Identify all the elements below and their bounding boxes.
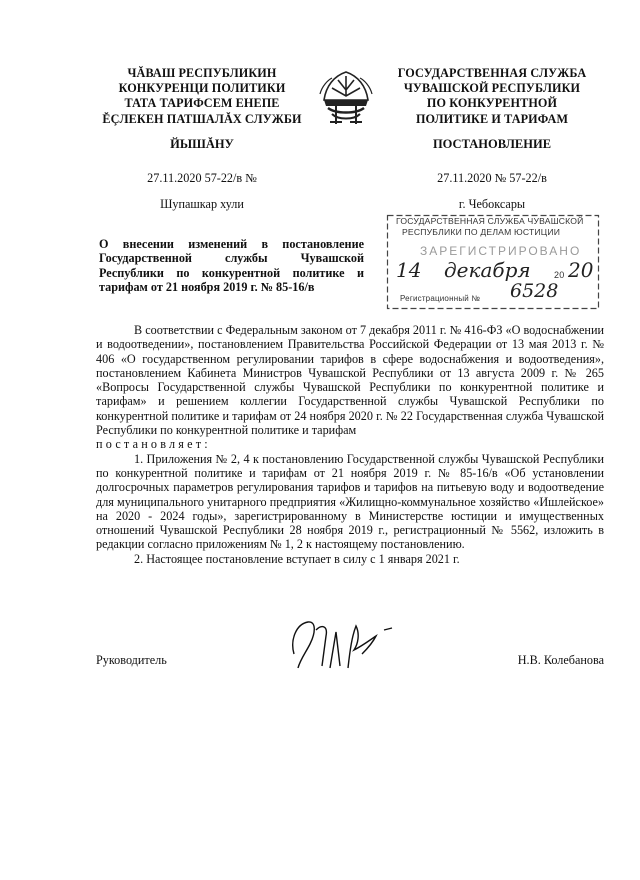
signatory-name: Н.В. Колебанова — [517, 653, 604, 667]
header-right-line: ПО КОНКУРЕНТНОЙ — [426, 96, 558, 111]
registration-stamp — [386, 214, 600, 310]
handwritten-signature-icon — [286, 610, 416, 680]
body-paragraph: 1. Приложения № 2, 4 к постановлению Государственной службы Чувашской Республики по конкурентной политике и тарифам от 21 ноября 2019 г. № 85-16/в «Об установлении долгосрочных параметров регулирования тарифов и тарифов на питьевую воду и водоотведение для муниципального унитарного предприятия «Жилищно-коммунальное хозяйство «Ишлейское» на 2020 - 2024 годы», зарегистрированному в Министерстве юстиции и имущественных отношений Чувашской Республики 28 ноября 2019 г., регистрационный № 5562, изложить в редакции согласно приложениям № 1, 2 к настоящему постановлению. — [96, 451, 604, 552]
title-line: О внесении изменений в постановление — [99, 237, 364, 251]
header-left-line: ĔÇЛЕКЕН ПАТШАЛĂХ СЛУЖБИ — [102, 111, 302, 126]
stamp-date-day: 14 — [396, 258, 422, 282]
title-line: тарифам от 21 ноября 2019 г. № 85-16/в — [99, 280, 315, 295]
date-number-right: 27.11.2020 № 57-22/в — [437, 171, 547, 185]
header-left — [102, 66, 302, 127]
stamp-line-3: ЗАРЕГИСТРИРОВАНО — [420, 244, 582, 258]
stamp-reg-label: Регистрационный № — [400, 294, 481, 303]
title-line: Республики по конкурентной политике и — [99, 265, 364, 280]
resolves-word: постановляет: — [96, 437, 211, 452]
signatory-role: Руководитель — [96, 653, 167, 667]
header-right-line: ГОСУДАРСТВЕННАЯ СЛУЖБА — [397, 66, 587, 80]
header-left-line: ТАТА ТАРИФСЕМ ЕНЕПЕ — [124, 96, 280, 111]
header-right — [392, 66, 592, 127]
place-right: г. Чебоксары — [458, 197, 526, 211]
date-number-left: 27.11.2020 57-22/в № — [147, 171, 257, 185]
header-right-line: ПОЛИТИКЕ И ТАРИФАМ — [415, 111, 569, 126]
header-left-line: КОНКУРЕНЦИ ПОЛИТИКИ — [118, 81, 286, 96]
document-body — [96, 323, 604, 566]
stamp-date-month: декабря — [444, 258, 531, 282]
stamp-date-year: 20 — [568, 258, 594, 282]
doc-type-russian: ПОСТАНОВЛЕНИЕ — [432, 137, 552, 151]
header-left-line: ЧĂВАШ РЕСПУБЛИКИН — [127, 66, 277, 80]
document-title — [99, 237, 364, 295]
header-right-line: ЧУВАШСКОЙ РЕСПУБЛИКИ — [403, 81, 581, 96]
doc-type-chuvash: ЙЫШĂНУ — [170, 137, 234, 151]
chuvash-coat-of-arms-icon — [316, 66, 376, 130]
stamp-reg-number: 6528 — [510, 280, 559, 302]
stamp-year-label: 20 — [554, 270, 565, 280]
body-paragraph: 2. Настоящее постановление вступает в силу с 1 января 2021 г. — [134, 551, 460, 566]
stamp-line-1: ГОСУДАРСТВЕННАЯ СЛУЖБА ЧУВАШСКОЙ — [396, 216, 584, 226]
title-line: Государственной службы Чувашской — [99, 251, 364, 266]
place-left: Шупашкар хули — [160, 197, 244, 211]
body-paragraph: В соответствии с Федеральным законом от 7 декабря 2011 г. № 416-ФЗ «О водоснабжении и водоотведении», постановлением Правительства Российской Федерации от 13 мая 2013 г. № 406 «О государственном регулировании тарифов в сфере водоснабжения и водоотведения», постановлением Кабинета Министров Чувашской Республики от 13 августа 2009 г. № 265 «Вопросы Государственной службы Чувашской Республики по конкурентной политике и тарифам» и решением коллегии Государственной службы Чувашской Республики по конкурентной политике и тарифам от 24 ноября 2020 г. № 22 Государственная служба Чувашской Республики по конкурентной политике и тарифам — [96, 323, 604, 438]
stamp-line-2: РЕСПУБЛИКИ ПО ДЕЛАМ ЮСТИЦИИ — [402, 227, 561, 237]
